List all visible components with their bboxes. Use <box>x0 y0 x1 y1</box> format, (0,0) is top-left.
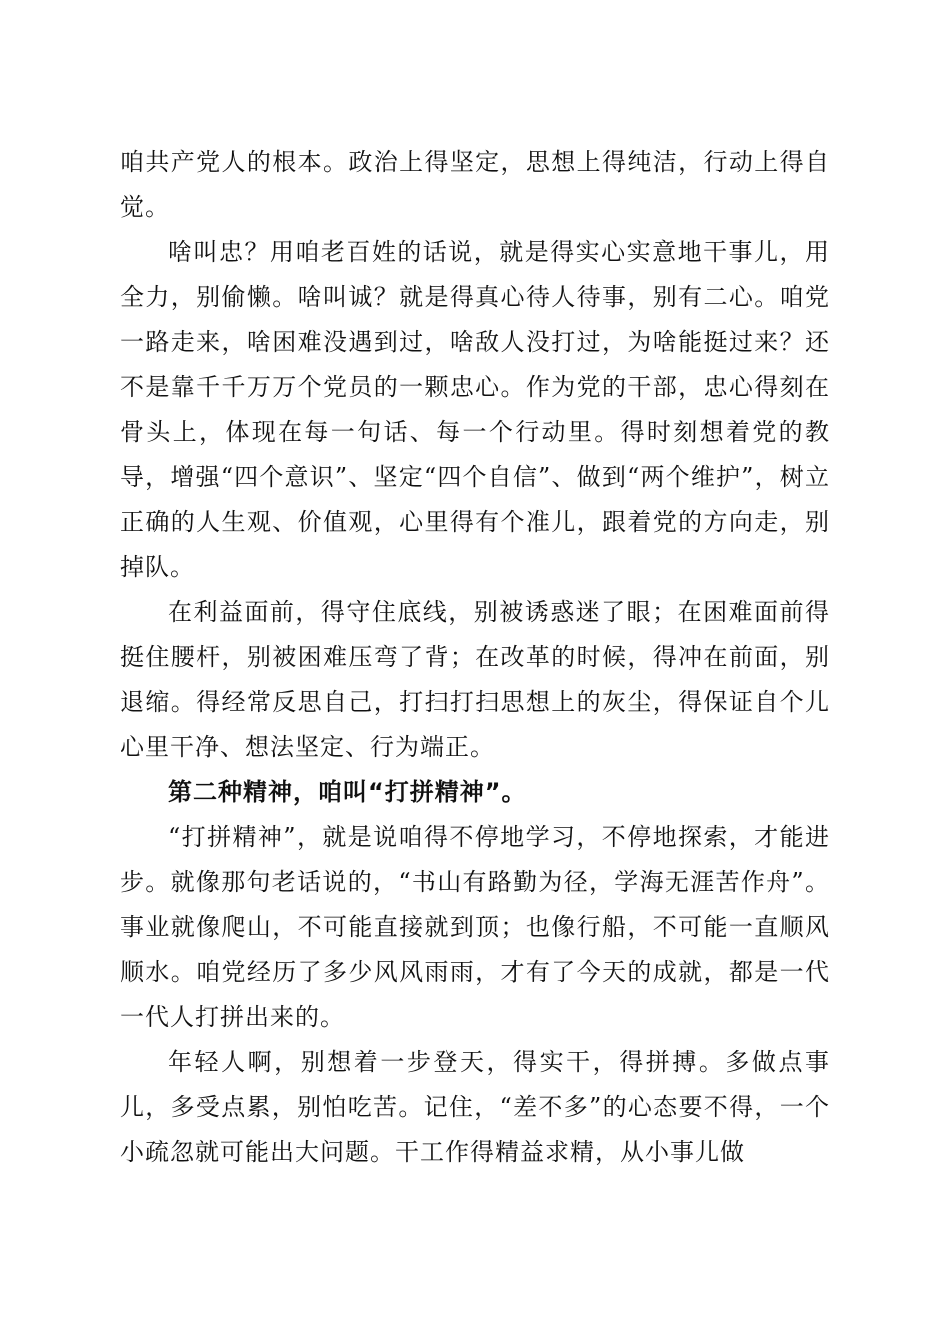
document-page <box>120 140 830 1320</box>
section-heading-second-spirit: 第二种精神，咱叫“打拼精神”。 <box>168 778 527 806</box>
paragraph-young-people: 年轻人啊，别想着一步登天，得实干，得拼搏。多做点事儿，多受点累，别怕吃苦。记住，“差不多”的心态要不得，一个小疏忽就可能出大问题。干工作得精益求精，从小事儿做 <box>120 1048 830 1166</box>
paragraph-continuation: 咱共产党人的根本。政治上得坚定，思想上得纯洁，行动上得自觉。 <box>120 148 830 221</box>
paragraph-loyalty: 啥叫忠？用咱老百姓的话说，就是得实心实意地干事儿，用全力，别偷懒。啥叫诚？就是得真心待人待事，别有二心。咱党一路走来，啥困难没遇到过，啥敌人没打过，为啥能挺过来？还不是靠千千万万个党员的一颗忠心。作为党的干部，忠心得刻在骨头上，体现在每一句话、每一个行动里。得时刻想着党的教导，增强“四个意识”、坚定“四个自信”、做到“两个维护”，树立正确的人生观、价值观，心里得有个准儿，跟着党的方向走，别掉队。 <box>120 238 830 581</box>
paragraph-striving-spirit: “打拼精神”，就是说咱得不停地学习，不停地探索，才能进步。就像那句老话说的，“书山有路勤为径，学海无涯苦作舟”。事业就像爬山，不可能直接就到顶；也像行船，不可能一直顺风顺水。咱党经历了多少风风雨雨，才有了今天的成就，都是一代一代人打拼出来的。 <box>120 823 830 1031</box>
paragraph-integrity: 在利益面前，得守住底线，别被诱惑迷了眼；在困难面前得挺住腰杆，别被困难压弯了背；在改革的时候，得冲在前面，别退缩。得经常反思自己，打扫打扫思想上的灰尘，得保证自个儿心里干净、想法坚定、行为端正。 <box>120 598 830 761</box>
